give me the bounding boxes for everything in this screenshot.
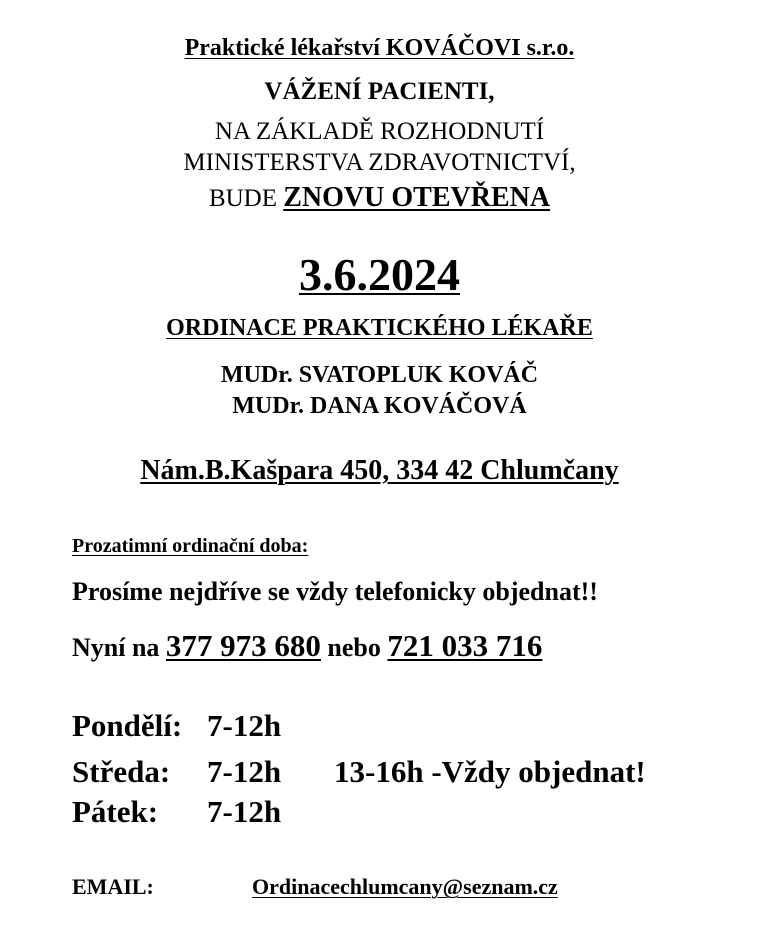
announcement-line-2: MINISTERSTVA ZDRAVOTNICTVÍ, bbox=[183, 149, 576, 176]
reopening-emphasis: ZNOVU OTEVŘENA bbox=[283, 182, 551, 213]
schedule-day: Středa: bbox=[72, 754, 171, 789]
schedule-day: Pátek: bbox=[72, 794, 159, 829]
greeting: VÁŽENÍ PACIENTI, bbox=[264, 78, 495, 105]
schedule-time: 7-12h bbox=[207, 794, 282, 829]
announcement-line-3-prefix: BUDE bbox=[208, 185, 284, 212]
doctor-name-1: MUDr. SVATOPLUK KOVÁČ bbox=[220, 362, 539, 388]
schedule-time: 7-12h bbox=[207, 708, 282, 743]
schedule-time: 7-12h bbox=[207, 754, 282, 789]
announcement-line-1: NA ZÁKLADĚ ROZHODNUTÍ bbox=[214, 118, 545, 145]
email-label: EMAIL: bbox=[72, 874, 154, 899]
schedule-time-afternoon: 13-16h -Vždy objednat! bbox=[334, 754, 646, 789]
reopening-date: 3.6.2024 bbox=[299, 249, 460, 300]
email-link[interactable]: Ordinacechlumcany@seznam.cz bbox=[252, 874, 558, 899]
booking-notice: Prosíme nejdříve se vždy telefonicky objednat!! bbox=[72, 577, 598, 606]
office-address: Nám.B.Kašpara 450, 334 42 Chlumčany bbox=[140, 455, 619, 486]
office-title: ORDINACE PRAKTICKÉHO LÉKAŘE bbox=[166, 315, 593, 341]
company-name: Praktické lékařství KOVÁČOVI s.r.o. bbox=[184, 35, 575, 61]
phone-number-2[interactable]: 721 033 716 bbox=[387, 628, 543, 663]
hours-title: Prozatimní ordinační doba: bbox=[72, 535, 309, 557]
schedule-day: Pondělí: bbox=[72, 708, 183, 743]
phone-separator: nebo bbox=[320, 633, 388, 662]
phone-line bbox=[72, 630, 542, 661]
phone-prefix: Nyní na bbox=[72, 633, 166, 662]
phone-number-1[interactable]: 377 973 680 bbox=[165, 628, 321, 663]
announcement-line-3 bbox=[0, 184, 759, 212]
doctor-name-2: MUDr. DANA KOVÁČOVÁ bbox=[232, 393, 527, 419]
